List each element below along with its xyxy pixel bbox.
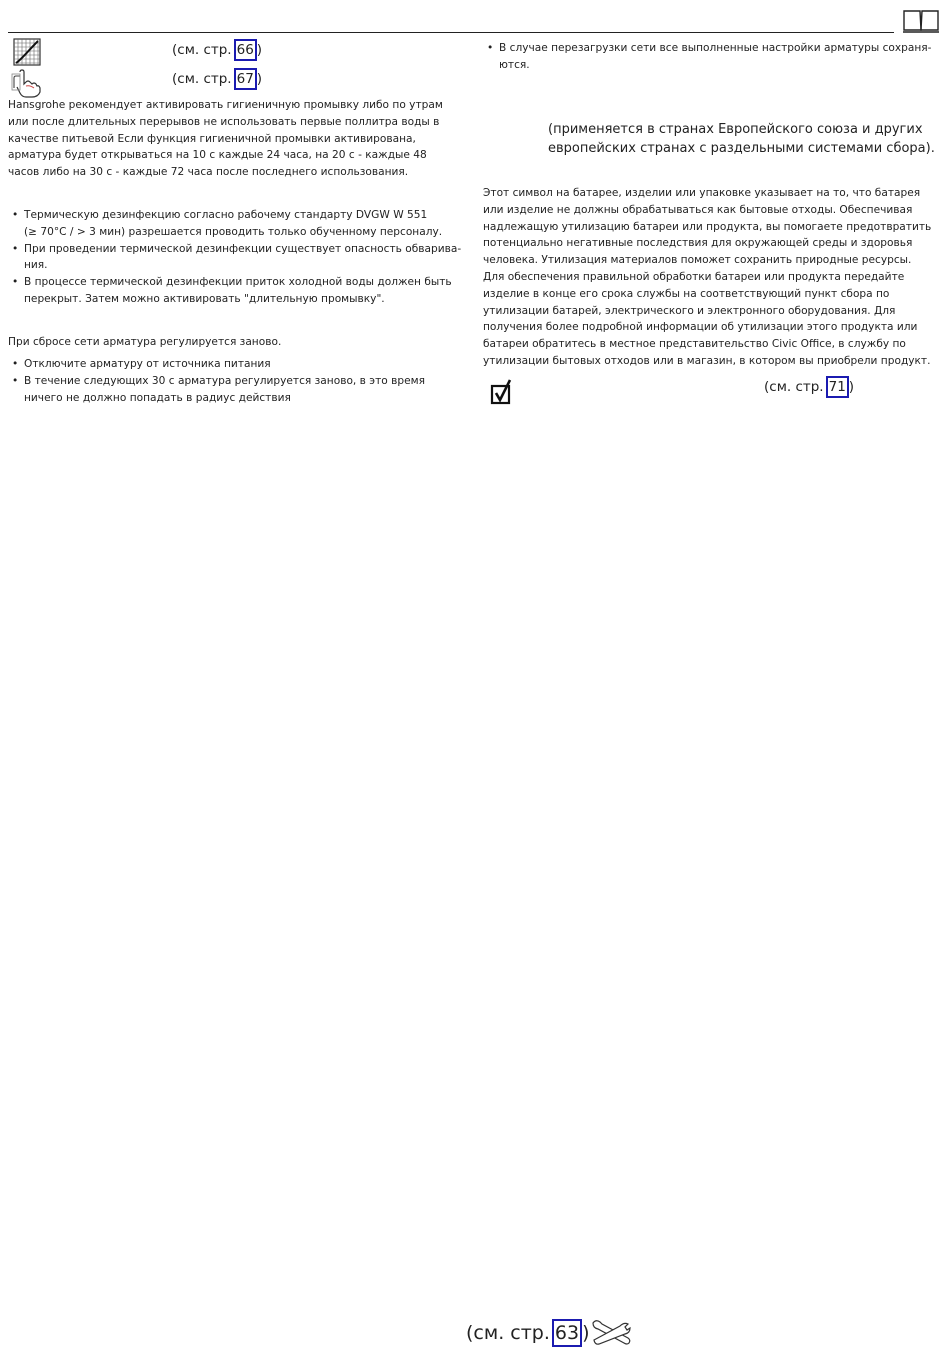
text-line: европейских странах с раздельными системами сбора). <box>548 141 935 156</box>
text-line: • Термическую дезинфекцию согласно рабочему стандарту DVGW W 551 <box>24 209 428 221</box>
text-line: • Отключите арматуру от источника питания <box>24 358 271 370</box>
reset-list <box>8 356 470 406</box>
text-line: или после длительных перерывов не использовать первые поллитра воды в <box>8 115 440 128</box>
text-line: (применяется в странах Европейского союза и других <box>548 122 923 137</box>
hand-touch-icon <box>10 68 44 98</box>
text-line: получения более подробной информации об утилизации этого продукта или <box>483 321 918 334</box>
hygiene-paragraph <box>8 97 468 181</box>
ref-suffix: ) <box>848 379 855 395</box>
disinfection-list <box>8 207 470 308</box>
reset-text: При сбросе сети арматура регулируется заново. <box>8 336 282 348</box>
text-line: качестве питьевой Если функция гигиеничной промывки активирована, <box>8 132 416 145</box>
text-line: часов либо на 30 с - каждые 72 часа после последнего использования. <box>8 166 409 179</box>
top-rule <box>8 32 894 33</box>
text-line: • В процессе термической дезинфекции приток холодной воды должен быть <box>24 276 452 289</box>
text-line: • При проведении термической дезинфекции существует опасность обварива- <box>24 242 462 255</box>
ref-hygiene <box>172 39 262 61</box>
ref-suffix: ) <box>256 71 263 87</box>
disposal-paragraph <box>483 185 943 370</box>
ref-suffix: ) <box>256 42 263 58</box>
ref-prefix: (см. стр. <box>172 71 232 87</box>
hygiene-flush-icon <box>13 38 41 66</box>
ref-prefix: (см. стр. <box>172 42 232 58</box>
text-line: утилизации бытовых отходов или в магазин, в котором вы приобрели продукт. <box>483 354 931 367</box>
open-book-icon <box>902 8 940 34</box>
text-line: Hansgrohe рекомендует активировать гигиеничную промывку либо по утрам <box>8 99 443 111</box>
text-line: человека. Утилизация материалов поможет сохранить природные ресурсы. <box>483 254 912 267</box>
text-line: потенциально негативные последствия для окружающей среды и здоровья <box>483 237 913 250</box>
page-link-63[interactable]: 63 <box>552 1319 582 1347</box>
ref-check <box>764 376 854 398</box>
reboot-list <box>483 40 943 74</box>
list-item <box>8 373 470 407</box>
page-link-71[interactable]: 71 <box>826 376 849 398</box>
footer-ref <box>466 1319 590 1347</box>
text-line: арматура будет открываться на 10 с каждые 24 часа, на 20 с - каждые 48 <box>8 149 427 162</box>
list-item <box>8 356 470 373</box>
text-line: ния. <box>24 259 48 272</box>
list-item <box>8 207 470 241</box>
ref-suffix: ) <box>582 1322 590 1344</box>
page-link-66[interactable]: 66 <box>234 39 257 61</box>
text-line: Этот символ на батарее, изделии или упаковке указывает на то, что батарея <box>483 187 921 199</box>
list-item <box>8 274 470 308</box>
text-line: утилизации батарей, электрического и электронного оборудования. Для <box>483 304 896 317</box>
text-line: надлежащую утилизацию батареи или продукта, вы помогаете предотвратить <box>483 220 932 233</box>
wrench-tools-icon <box>590 1318 632 1346</box>
text-line: Для обеспечения правильной обработки батареи или продукта передайте <box>483 270 905 283</box>
list-item <box>483 40 943 74</box>
text-line: батареи обратитесь в местное представительство Civic Office, в службу по <box>483 338 906 351</box>
text-line: или изделие не должны обрабатываться как бытовые отходы. Обеспечивая <box>483 203 913 216</box>
ref-prefix: (см. стр. <box>466 1322 550 1344</box>
list-item <box>8 241 470 275</box>
eu-note <box>548 120 943 158</box>
text-line: • В течение следующих 30 с арматура регулируется заново, в это время <box>24 374 425 387</box>
checkbox-checked-icon <box>490 378 514 406</box>
text-line: ничего не должно попадать в радиус действия <box>24 391 291 404</box>
text-line: изделие в конце его срока службы на соответствующий пункт сбора по <box>483 287 890 300</box>
text-line: перекрыт. Затем можно активировать "длительную промывку". <box>24 292 385 305</box>
text-line: • В случае перезагрузки сети все выполненные настройки арматуры сохраня- <box>499 42 932 54</box>
text-line: (≥ 70°C / > 3 мин) разрешается проводить только обученному персоналу. <box>24 225 443 238</box>
page-link-67[interactable]: 67 <box>234 68 257 90</box>
ref-touch <box>172 68 262 90</box>
text-line: ются. <box>499 58 530 71</box>
ref-prefix: (см. стр. <box>764 379 824 395</box>
